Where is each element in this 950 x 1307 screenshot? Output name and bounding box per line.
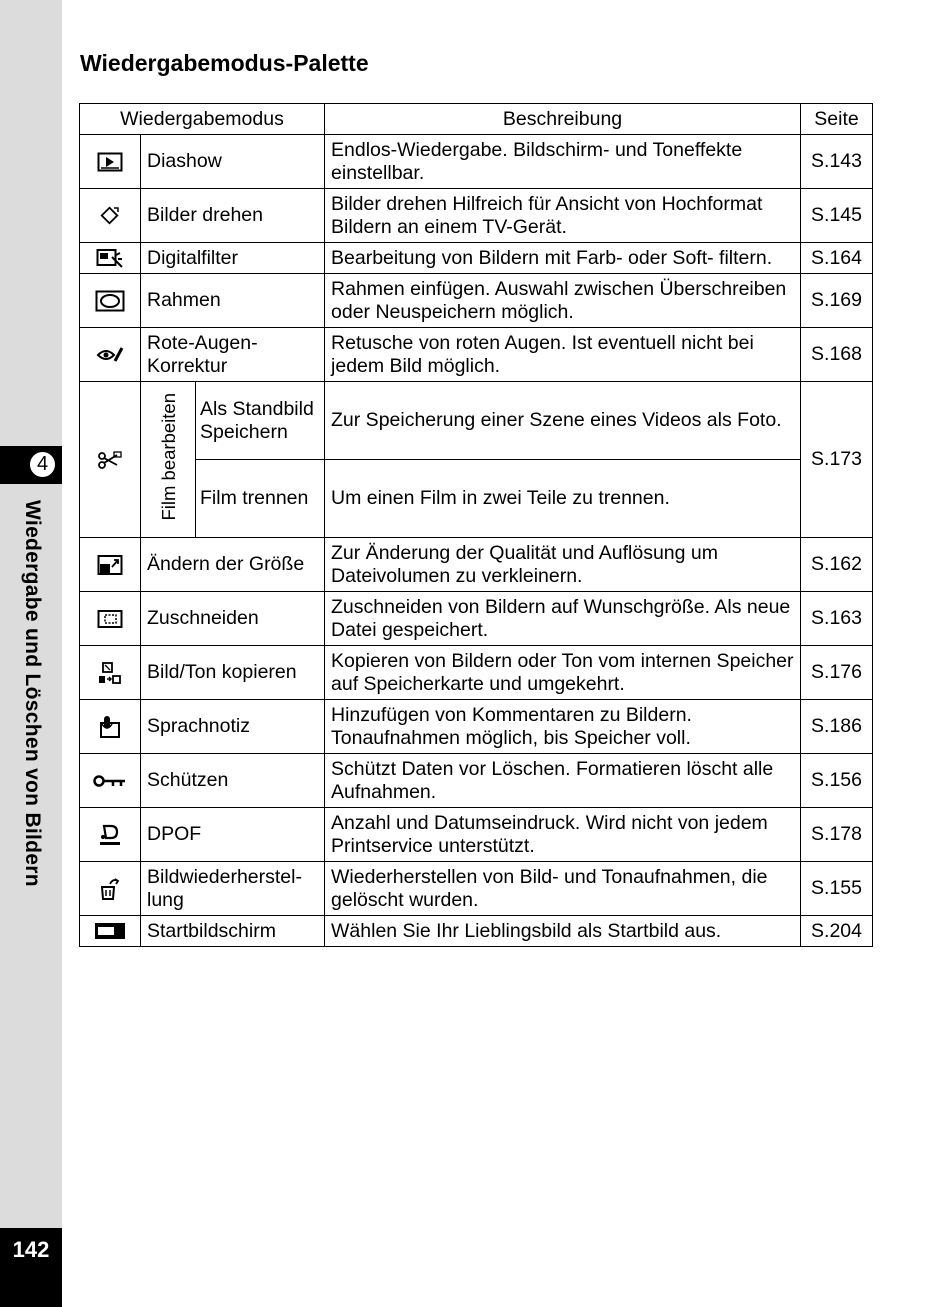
page-reference: S.145 [801, 189, 873, 243]
table-row [80, 754, 873, 808]
page-number: 142 [12, 1237, 50, 1262]
mode-name: Ändern der Größe [141, 538, 325, 592]
page-reference: S.186 [801, 700, 873, 754]
mode-name: Rote-Augen-Korrektur [141, 328, 325, 382]
movie-edit-label: Film bearbeiten [157, 392, 179, 521]
page-reference: S.163 [801, 592, 873, 646]
rotate-icon [80, 189, 141, 243]
page-reference: S.178 [801, 808, 873, 862]
table-row [80, 862, 873, 916]
protect-key-icon [80, 754, 141, 808]
page-reference: S.204 [801, 916, 873, 947]
mode-description: Anzahl und Datumseindruck. Wird nicht von jedem Printservice unterstützt. [325, 808, 801, 862]
table-row [80, 328, 873, 382]
mode-name: Bilder drehen [141, 189, 325, 243]
mode-name: DPOF [141, 808, 325, 862]
table-row [80, 646, 873, 700]
mode-name: Diashow [141, 135, 325, 189]
table-row [80, 460, 873, 538]
mode-description: Bearbeitung von Bildern mit Farb- oder Soft- filtern. [325, 243, 801, 274]
movie-edit-group-label [141, 382, 196, 538]
table-row [80, 700, 873, 754]
recover-icon [80, 862, 141, 916]
dpof-icon [80, 808, 141, 862]
mode-description: Retusche von roten Augen. Ist eventuell nicht bei jedem Bild möglich. [325, 328, 801, 382]
mode-name: Rahmen [141, 274, 325, 328]
page-reference: S.143 [801, 135, 873, 189]
mode-name: Startbildschirm [141, 916, 325, 947]
header-description: Beschreibung [325, 104, 801, 135]
digital-filter-icon [80, 243, 141, 274]
mode-name: Sprachnotiz [141, 700, 325, 754]
table-row [80, 538, 873, 592]
frame-icon [80, 274, 141, 328]
mode-name: Digitalfilter [141, 243, 325, 274]
table-row [80, 189, 873, 243]
mode-name: Als Standbild Speichern [196, 382, 325, 460]
mode-description: Um einen Film in zwei Teile zu trennen. [325, 460, 801, 538]
mode-description: Schützt Daten vor Löschen. Formatieren löscht alle Aufnahmen. [325, 754, 801, 808]
playback-mode-table [79, 103, 873, 947]
page-reference: S.173 [801, 382, 873, 538]
chapter-number: 4 [28, 450, 57, 479]
red-eye-icon [80, 328, 141, 382]
mode-description: Hinzufügen von Kommentaren zu Bildern. Tonaufnahmen möglich, bis Speicher voll. [325, 700, 801, 754]
page-reference: S.155 [801, 862, 873, 916]
slideshow-icon [80, 135, 141, 189]
voice-memo-icon [80, 700, 141, 754]
mode-description: Zur Änderung der Qualität und Auflösung um Dateivolumen zu verkleinern. [325, 538, 801, 592]
mode-description: Rahmen einfügen. Auswahl zwischen Überschreiben oder Neuspeichern möglich. [325, 274, 801, 328]
page-title: Wiedergabemodus-Palette [80, 50, 369, 76]
table-row [80, 592, 873, 646]
table-row [80, 916, 873, 947]
page-reference: S.176 [801, 646, 873, 700]
crop-icon [80, 592, 141, 646]
mode-description: Zuschneiden von Bildern auf Wunschgröße. Als neue Datei gespeichert. [325, 592, 801, 646]
table-row [80, 808, 873, 862]
copy-icon [80, 646, 141, 700]
mode-name: Zuschneiden [141, 592, 325, 646]
header-mode: Wiedergabemodus [80, 104, 325, 135]
table-row [80, 135, 873, 189]
mode-description: Bilder drehen Hilfreich für Ansicht von Hochformat Bildern an einem TV-Gerät. [325, 189, 801, 243]
table-header-row [80, 104, 873, 135]
chapter-title: Wiedergabe und Löschen von Bildern [21, 500, 44, 887]
header-page: Seite [801, 104, 873, 135]
mode-description: Zur Speicherung einer Szene eines Videos als Foto. [325, 382, 801, 460]
movie-edit-icon [80, 382, 141, 538]
mode-description: Wiederherstellen von Bild- und Tonaufnahmen, die gelöscht wurden. [325, 862, 801, 916]
page-reference: S.156 [801, 754, 873, 808]
page-reference: S.169 [801, 274, 873, 328]
mode-name: Bildwiederherstel-lung [141, 862, 325, 916]
table-row [80, 382, 873, 460]
resize-icon [80, 538, 141, 592]
mode-name: Film trennen [196, 460, 325, 538]
page-reference: S.164 [801, 243, 873, 274]
mode-description: Kopieren von Bildern oder Ton vom internen Speicher auf Speicherkarte und umgekehrt. [325, 646, 801, 700]
mode-name: Bild/Ton kopieren [141, 646, 325, 700]
table-row [80, 274, 873, 328]
mode-name: Schützen [141, 754, 325, 808]
page-reference: S.162 [801, 538, 873, 592]
page-reference: S.168 [801, 328, 873, 382]
start-screen-icon [80, 916, 141, 947]
mode-description: Wählen Sie Ihr Lieblingsbild als Startbild aus. [325, 916, 801, 947]
mode-description: Endlos-Wiedergabe. Bildschirm- und Toneffekte einstellbar. [325, 135, 801, 189]
table-row [80, 243, 873, 274]
